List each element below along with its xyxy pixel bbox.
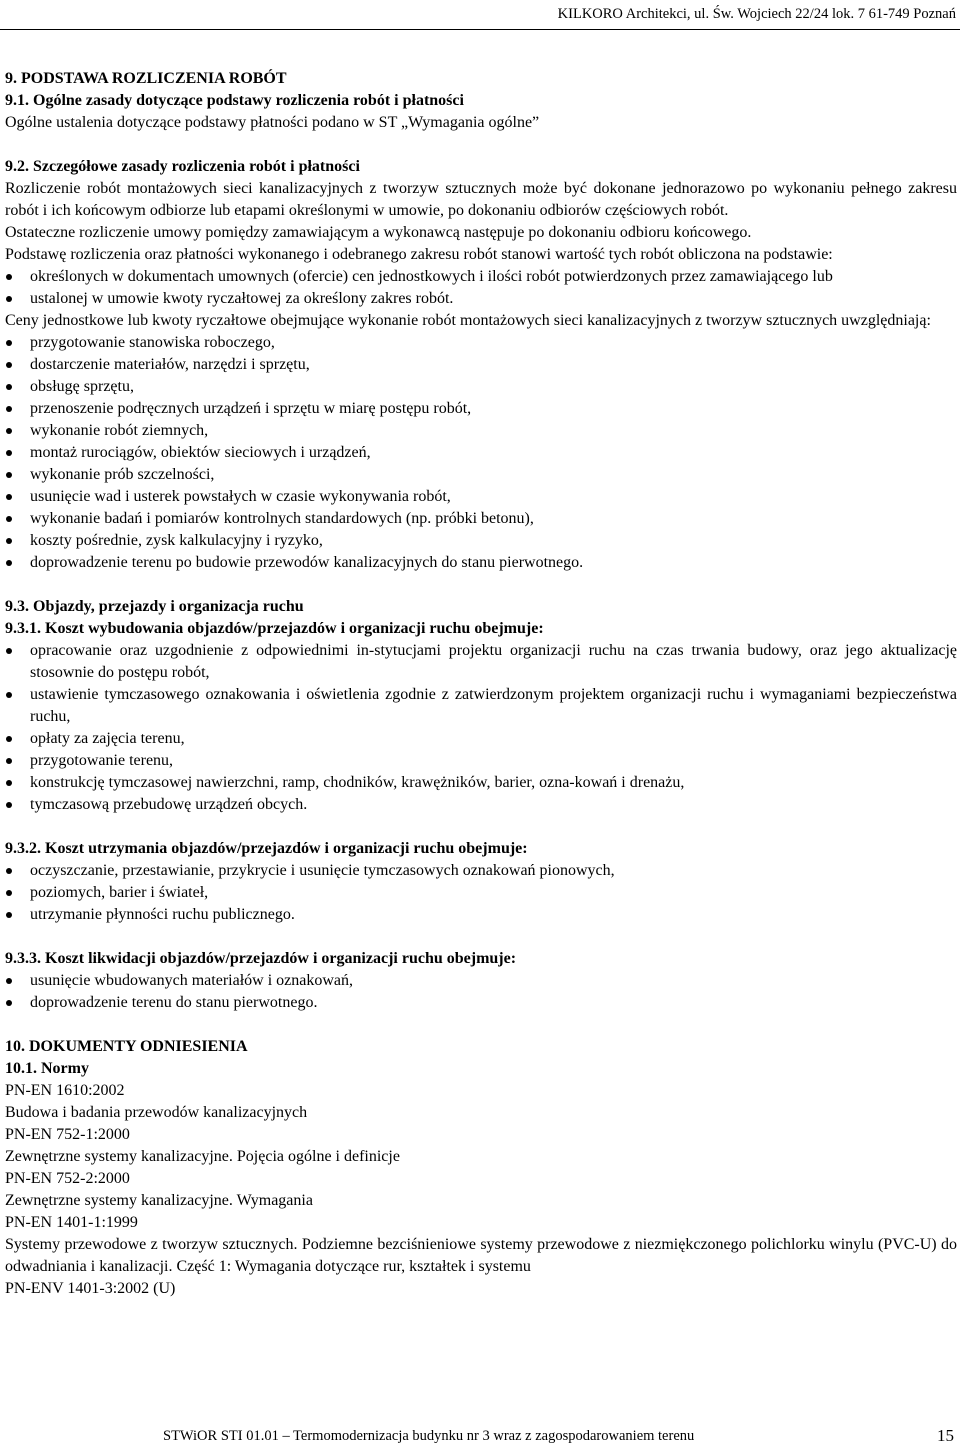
list-item: montaż rurociągów, obiektów sieciowych i urządzeń, [5, 442, 957, 464]
header-rule [0, 29, 960, 30]
removal-cost-list [5, 970, 957, 1014]
section-9-2-paragraph: Ostateczne rozliczenie umowy pomiędzy zamawiającym a wykonawcą następuje po dokonaniu odbioru końcowego. [5, 224, 752, 241]
list-item: konstrukcję tymczasowej nawierzchni, ramp, chodników, krawężników, barier, ozna-kowań i drenażu, [5, 772, 957, 794]
construction-cost-list [5, 640, 957, 816]
price-includes-list [5, 332, 957, 574]
page-footer [0, 1422, 960, 1444]
list-item: opłaty za zajęcia terenu, [5, 728, 957, 750]
list-item: utrzymanie płynności ruchu publicznego. [5, 904, 957, 926]
list-item: doprowadzenie terenu po budowie przewodów kanalizacyjnych do stanu pierwotnego. [5, 552, 957, 574]
spacer [5, 574, 957, 596]
list-item: przygotowanie stanowiska roboczego, [5, 332, 957, 354]
section-10-heading: 10. DOKUMENTY ODNIESIENIA [5, 1038, 248, 1055]
list-item: ustalonej w umowie kwoty ryczałtowej za określony zakres robót. [5, 288, 957, 310]
section-9-1-text: Ogólne ustalenia dotyczące podstawy płatności podano w ST „Wymagania ogólne” [5, 114, 540, 131]
section-9-3-1-heading: 9.3.1. Koszt wybudowania objazdów/przejazdów i organizacji ruchu obejmuje: [5, 620, 544, 637]
list-item: wykonanie prób szczelności, [5, 464, 957, 486]
page-header: KILKORO Architekci, ul. Św. Wojciech 22/24 lok. 7 61-749 Poznań [557, 6, 956, 22]
footer-text: STWiOR STI 01.01 – Termomodernizacja budynku nr 3 wraz z zagospodarowaniem terenu [163, 1428, 695, 1444]
list-item: usunięcie wbudowanych materiałów i oznakowań, [5, 970, 957, 992]
maintenance-cost-list [5, 860, 957, 926]
list-item: poziomych, barier i świateł, [5, 882, 957, 904]
page-number: 15 [937, 1426, 954, 1445]
norm-code: PN-ENV 1401-3:2002 (U) [5, 1280, 176, 1297]
spacer [5, 1014, 957, 1036]
list-item: oczyszczanie, przestawianie, przykrycie i usunięcie tymczasowych oznakowań pionowych, [5, 860, 957, 882]
norm-title: Zewnętrzne systemy kanalizacyjne. Pojęcia ogólne i definicje [5, 1148, 400, 1165]
list-item: przenoszenie podręcznych urządzeń i sprzętu w miarę postępu robót, [5, 398, 957, 420]
section-9-1-heading: 9.1. Ogólne zasady dotyczące podstawy rozliczenia robót i płatności [5, 92, 464, 109]
list-item: ustawienie tymczasowego oznakowania i oświetlenia zgodnie z zatwierdzonym projektem organizacji ruchu i wymaganiami bezpieczeństwa ruchu, [5, 684, 957, 728]
list-item: opracowanie oraz uzgodnienie z odpowiednimi in-stytucjami projektu organizacji ruchu na czas trwania budowy, oraz jego aktualizację stosownie do postępu robót, [5, 640, 957, 684]
list-item: doprowadzenie terenu do stanu pierwotnego. [5, 992, 957, 1014]
list-item: dostarczenie materiałów, narzędzi i sprzętu, [5, 354, 957, 376]
section-9-2-paragraph: Ceny jednostkowe lub kwoty ryczałtowe obejmujące wykonanie robót montażowych sieci kanalizacyjnych z tworzyw sztucznych uwzględniają: [5, 312, 931, 329]
document-body [5, 68, 957, 1300]
norm-title: Zewnętrzne systemy kanalizacyjne. Wymagania [5, 1192, 313, 1209]
section-9-2-paragraph: Rozliczenie robót montażowych sieci kanalizacyjnych z tworzyw sztucznych może być dokonane jednorazowo po wykonaniu pełnego zakresu robót i ich końcowym odbiorze lub etapami określonymi w umowie, po dokonaniu odbiorów częściowych robót. [5, 180, 957, 219]
section-9-heading: 9. PODSTAWA ROZLICZENIA ROBÓT [5, 70, 287, 87]
spacer [5, 134, 957, 156]
list-item: określonych w dokumentach umownych (ofercie) cen jednostkowych i ilości robót potwierdzonych przez zamawiającego lub [5, 266, 957, 288]
list-item: wykonanie robót ziemnych, [5, 420, 957, 442]
norm-code: PN-EN 1610:2002 [5, 1082, 125, 1099]
spacer [5, 816, 957, 838]
norm-title: Systemy przewodowe z tworzyw sztucznych. Podziemne bezciśnieniowe systemy przewodowe z niezmiękczonego polichlorku winylu (PVC-U) do odwadniania i kanalizacji. Część 1: Wymagania dotyczące rur, kształtek i systemu [5, 1236, 957, 1275]
section-9-3-3-heading: 9.3.3. Koszt likwidacji objazdów/przejazdów i organizacji ruchu obejmuje: [5, 950, 517, 967]
payment-basis-list [5, 266, 957, 310]
list-item: przygotowanie terenu, [5, 750, 957, 772]
list-item: koszty pośrednie, zysk kalkulacyjny i ryzyko, [5, 530, 957, 552]
list-item: wykonanie badań i pomiarów kontrolnych standardowych (np. próbki betonu), [5, 508, 957, 530]
list-item: obsługę sprzętu, [5, 376, 957, 398]
norm-code: PN-EN 1401-1:1999 [5, 1214, 138, 1231]
section-9-3-2-heading: 9.3.2. Koszt utrzymania objazdów/przejazdów i organizacji ruchu obejmuje: [5, 840, 528, 857]
norm-code: PN-EN 752-1:2000 [5, 1126, 130, 1143]
spacer [5, 926, 957, 948]
norm-code: PN-EN 752-2:2000 [5, 1170, 130, 1187]
section-10-1-heading: 10.1. Normy [5, 1060, 89, 1077]
norm-title: Budowa i badania przewodów kanalizacyjnych [5, 1104, 308, 1121]
section-9-2-paragraph: Podstawę rozliczenia oraz płatności wykonanego i odebranego zakresu robót stanowi wartość tych robót obliczona na podstawie: [5, 246, 833, 263]
section-9-3-heading: 9.3. Objazdy, przejazdy i organizacja ruchu [5, 598, 304, 615]
list-item: usunięcie wad i usterek powstałych w czasie wykonywania robót, [5, 486, 957, 508]
section-9-2-heading: 9.2. Szczegółowe zasady rozliczenia robót i płatności [5, 158, 360, 175]
list-item: tymczasową przebudowę urządzeń obcych. [5, 794, 957, 816]
